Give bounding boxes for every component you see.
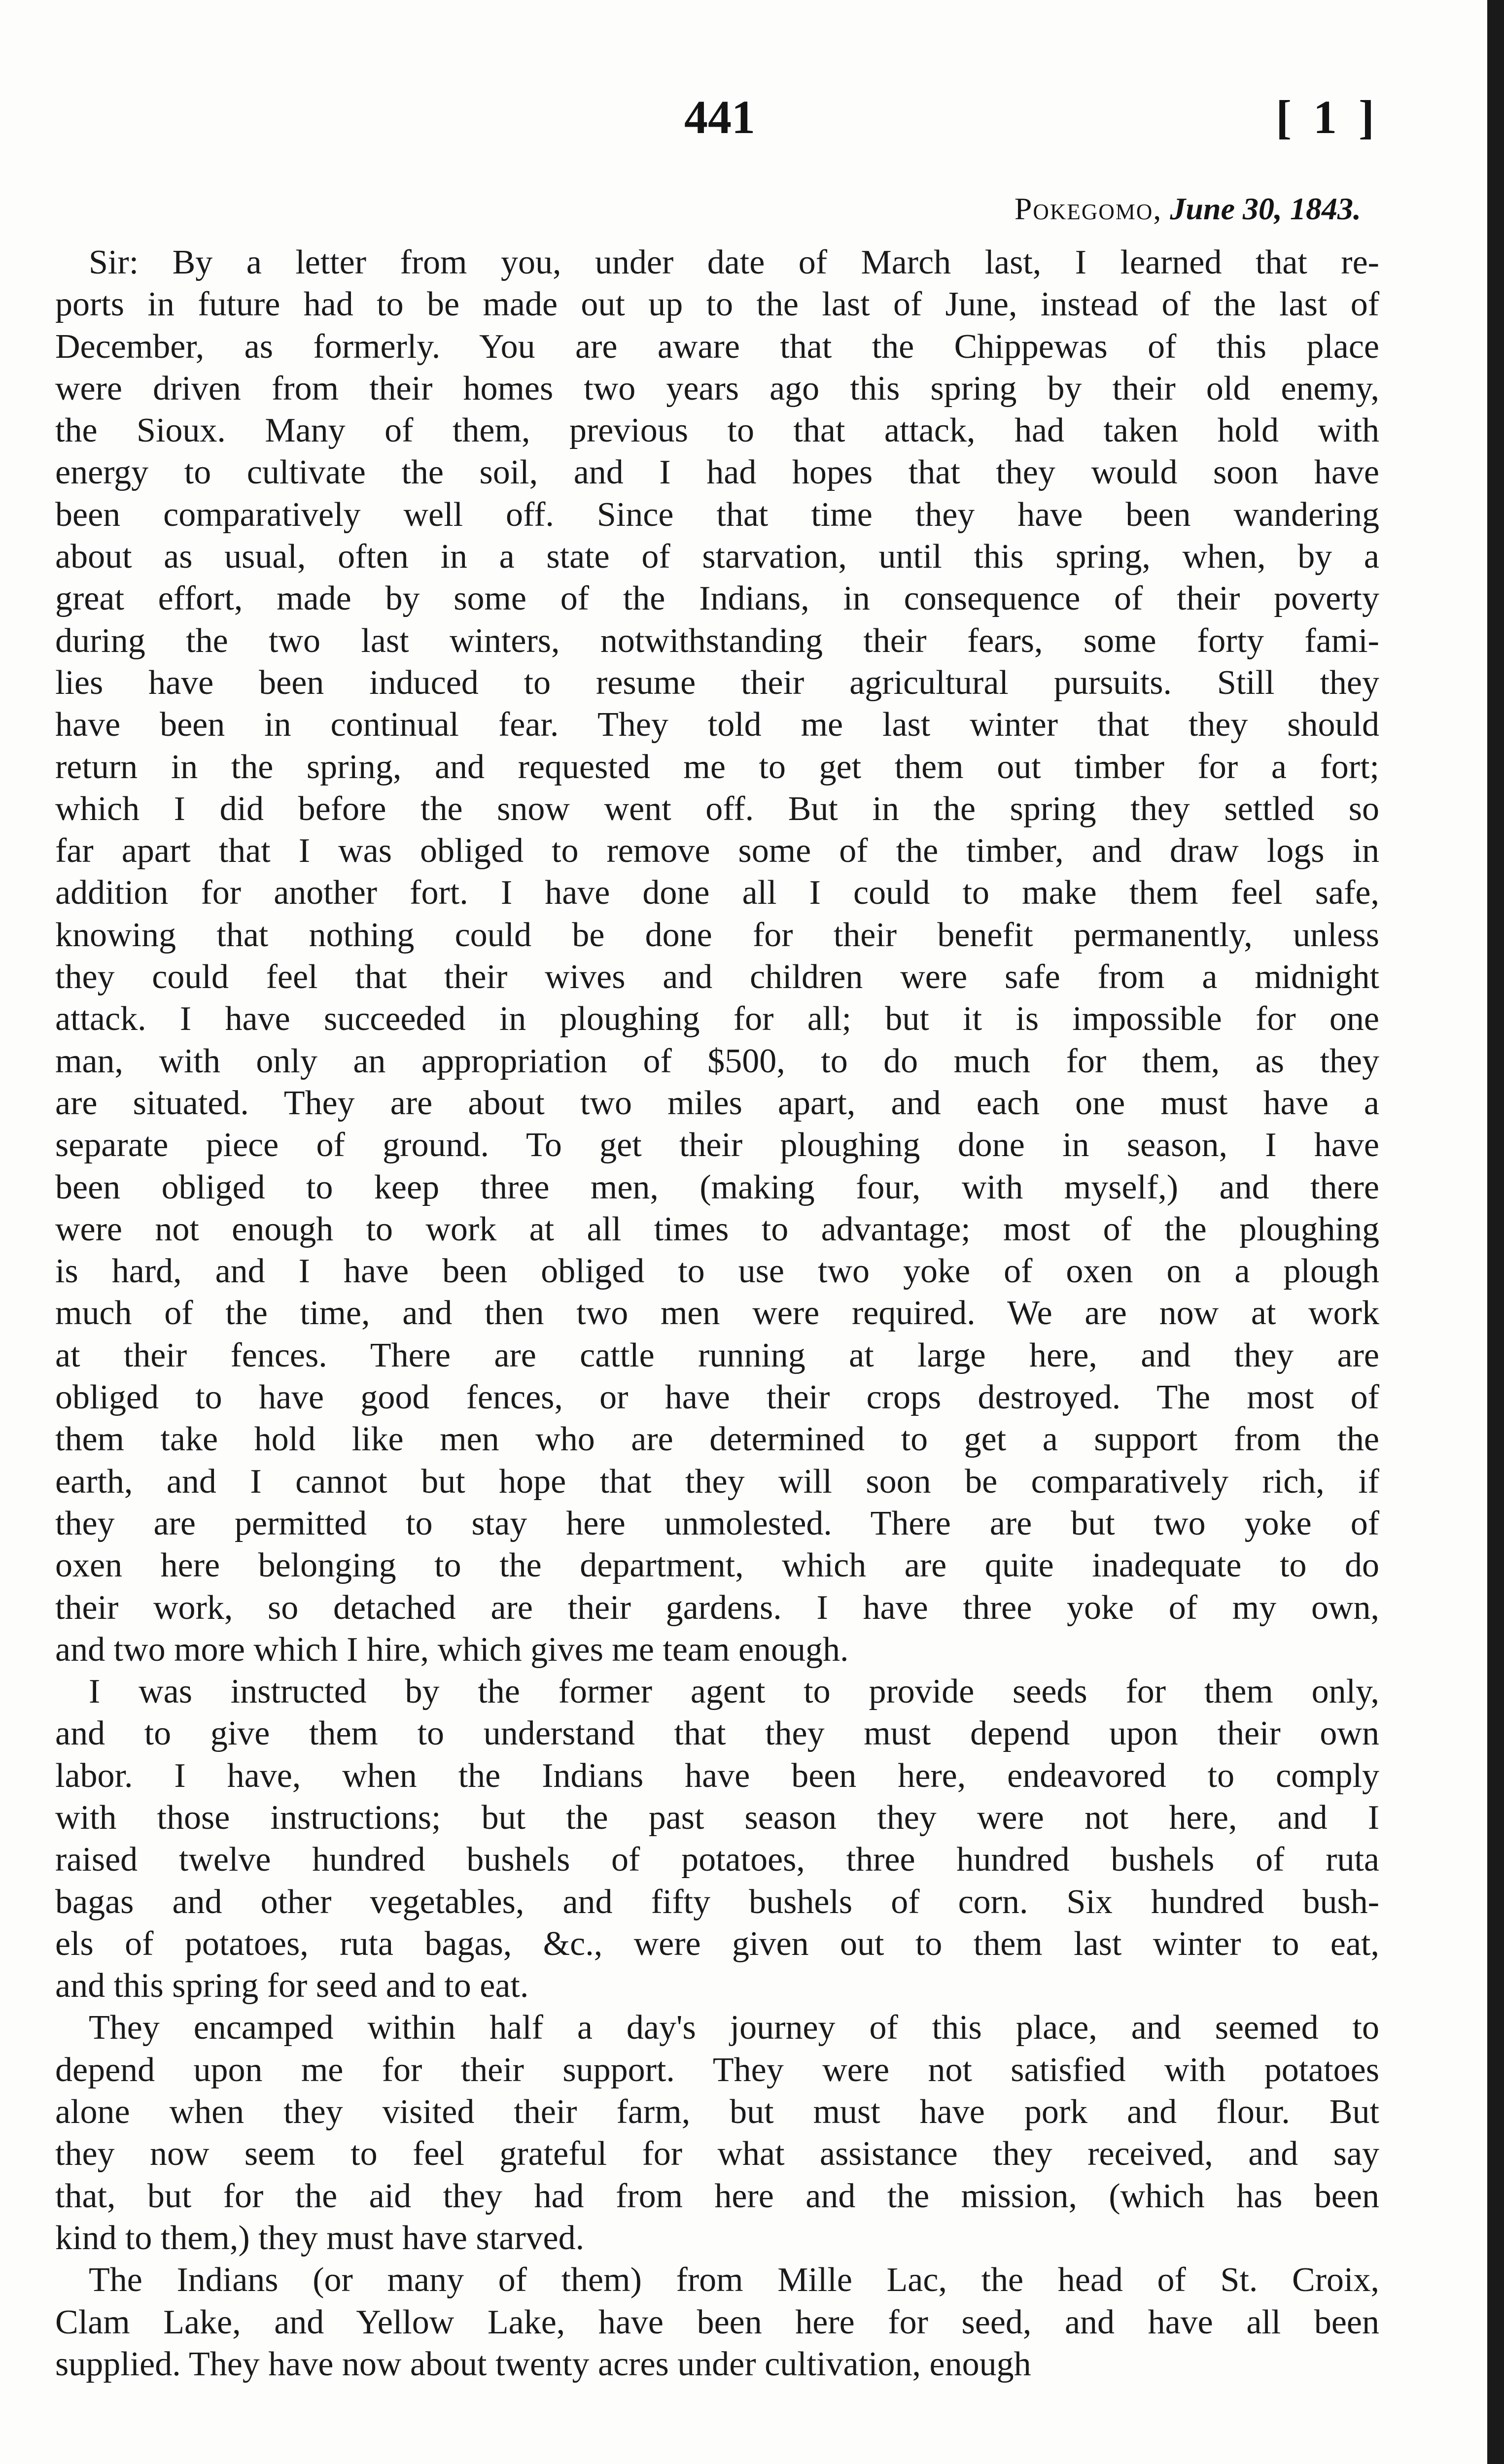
text-line: December, as formerly. You are aware that the Chippewas of this place <box>55 327 1379 366</box>
text-line: they could feel that their wives and children were safe from a midnight <box>55 958 1379 996</box>
text-line: at their fences. There are cattle running at large here, and they are <box>55 1336 1379 1374</box>
text-line: that, but for the aid they had from here and the mission, (which has been <box>55 2177 1379 2215</box>
document-number: [ 1 ] <box>1276 91 1379 143</box>
text-line: and to give them to understand that they must depend upon their own <box>55 1714 1379 1753</box>
text-line: lies have been induced to resume their agricultural pursuits. Still they <box>55 663 1379 702</box>
page-number: 441 <box>684 91 755 143</box>
text-line: were not enough to work at all times to advantage; most of the ploughing <box>55 1210 1379 1248</box>
text-line: they now seem to feel grateful for what assistance they received, and say <box>55 2135 1379 2173</box>
text-line: kind to them,) they must have starved. <box>55 2219 585 2257</box>
text-line: They encamped within half a day's journey of this place, and seemed to <box>89 2009 1379 2047</box>
text-line: els of potatoes, ruta bagas, &c., were given out to them last winter to eat, <box>55 1924 1379 1963</box>
paragraph <box>55 241 1379 1671</box>
text-line: energy to cultivate the soil, and I had hopes that they would soon have <box>55 453 1379 492</box>
text-line: which I did before the snow went off. But in the spring they settled so <box>55 789 1379 828</box>
text-line: been obliged to keep three men, (making four, with myself,) and there <box>55 1168 1379 1206</box>
letter-body <box>55 241 1379 2385</box>
paragraph <box>55 1671 1379 2007</box>
dateline-date: June 30, 1843. <box>1170 191 1361 226</box>
text-line: they are permitted to stay here unmolested. There are but two yoke of <box>55 1504 1379 1542</box>
text-line: Sir: By a letter from you, under date of March last, I learned that re- <box>89 243 1379 281</box>
text-line: attack. I have succeeded in ploughing for all; but it is impossible for one <box>55 1000 1379 1038</box>
text-line: with those instructions; but the past season they were not here, and I <box>55 1798 1379 1837</box>
text-line: oxen here belonging to the department, which are quite inadequate to do <box>55 1546 1379 1585</box>
text-line: during the two last winters, notwithstanding their fears, some forty fami- <box>55 621 1379 660</box>
text-line: Clam Lake, and Yellow Lake, have been here for seed, and have all been <box>55 2303 1379 2341</box>
text-line: return in the spring, and requested me to get them out timber for a fort; <box>55 748 1379 786</box>
dateline <box>1014 193 1361 225</box>
text-line: is hard, and I have been obliged to use two yoke of oxen on a plough <box>55 1252 1379 1291</box>
text-line: The Indians (or many of them) from Mille Lac, the head of St. Croix, <box>89 2261 1379 2299</box>
text-line: are situated. They are about two miles apart, and each one must have a <box>55 1084 1379 1122</box>
text-line: and two more which I hire, which gives me team enough. <box>55 1630 849 1669</box>
text-line: were driven from their homes two years ago this spring by their old enemy, <box>55 369 1379 408</box>
paragraph <box>55 2259 1379 2385</box>
text-line: separate piece of ground. To get their ploughing done in season, I have <box>55 1126 1379 1164</box>
text-line: I was instructed by the former agent to provide seeds for them only, <box>89 1673 1379 1711</box>
text-line: ports in future had to be made out up to the last of June, instead of the last of <box>55 285 1379 324</box>
text-line: obliged to have good fences, or have their crops destroyed. The most of <box>55 1378 1379 1417</box>
text-line: their work, so detached are their gardens. I have three yoke of my own, <box>55 1588 1379 1627</box>
text-line: alone when they visited their farm, but must have pork and flour. But <box>55 2093 1379 2131</box>
text-line: far apart that I was obliged to remove some of the timber, and draw logs in <box>55 832 1379 870</box>
text-line: man, with only an appropriation of $500, to do much for them, as they <box>55 1042 1379 1080</box>
text-line: been comparatively well off. Since that time they have been wandering <box>55 495 1379 534</box>
text-line: the Sioux. Many of them, previous to that attack, had taken hold with <box>55 411 1379 450</box>
text-line: earth, and I cannot but hope that they will soon be comparatively rich, if <box>55 1462 1379 1501</box>
text-line: and this spring for seed and to eat. <box>55 1967 529 2005</box>
text-line: addition for another fort. I have done all I could to make them feel safe, <box>55 874 1379 912</box>
text-line: supplied. They have now about twenty acres under cultivation, enough <box>55 2345 1031 2383</box>
text-line: about as usual, often in a state of starvation, until this spring, when, by a <box>55 538 1379 576</box>
page-header <box>58 91 1379 163</box>
text-line: much of the time, and then two men were required. We are now at work <box>55 1294 1379 1333</box>
scan-edge <box>1487 0 1504 2464</box>
paragraph <box>55 2007 1379 2259</box>
text-line: raised twelve hundred bushels of potatoes, three hundred bushels of ruta <box>55 1841 1379 1879</box>
text-line: bagas and other vegetables, and fifty bushels of corn. Six hundred bush- <box>55 1882 1379 1921</box>
dateline-place: Pokegomo, <box>1014 191 1162 226</box>
text-line: have been in continual fear. They told me last winter that they should <box>55 706 1379 744</box>
text-line: labor. I have, when the Indians have been here, endeavored to comply <box>55 1756 1379 1795</box>
text-line: great effort, made by some of the Indians, in consequence of their poverty <box>55 580 1379 618</box>
text-line: them take hold like men who are determined to get a support from the <box>55 1420 1379 1459</box>
text-line: knowing that nothing could be done for their benefit permanently, unless <box>55 916 1379 954</box>
text-line: depend upon me for their support. They were not satisfied with potatoes <box>55 2051 1379 2089</box>
